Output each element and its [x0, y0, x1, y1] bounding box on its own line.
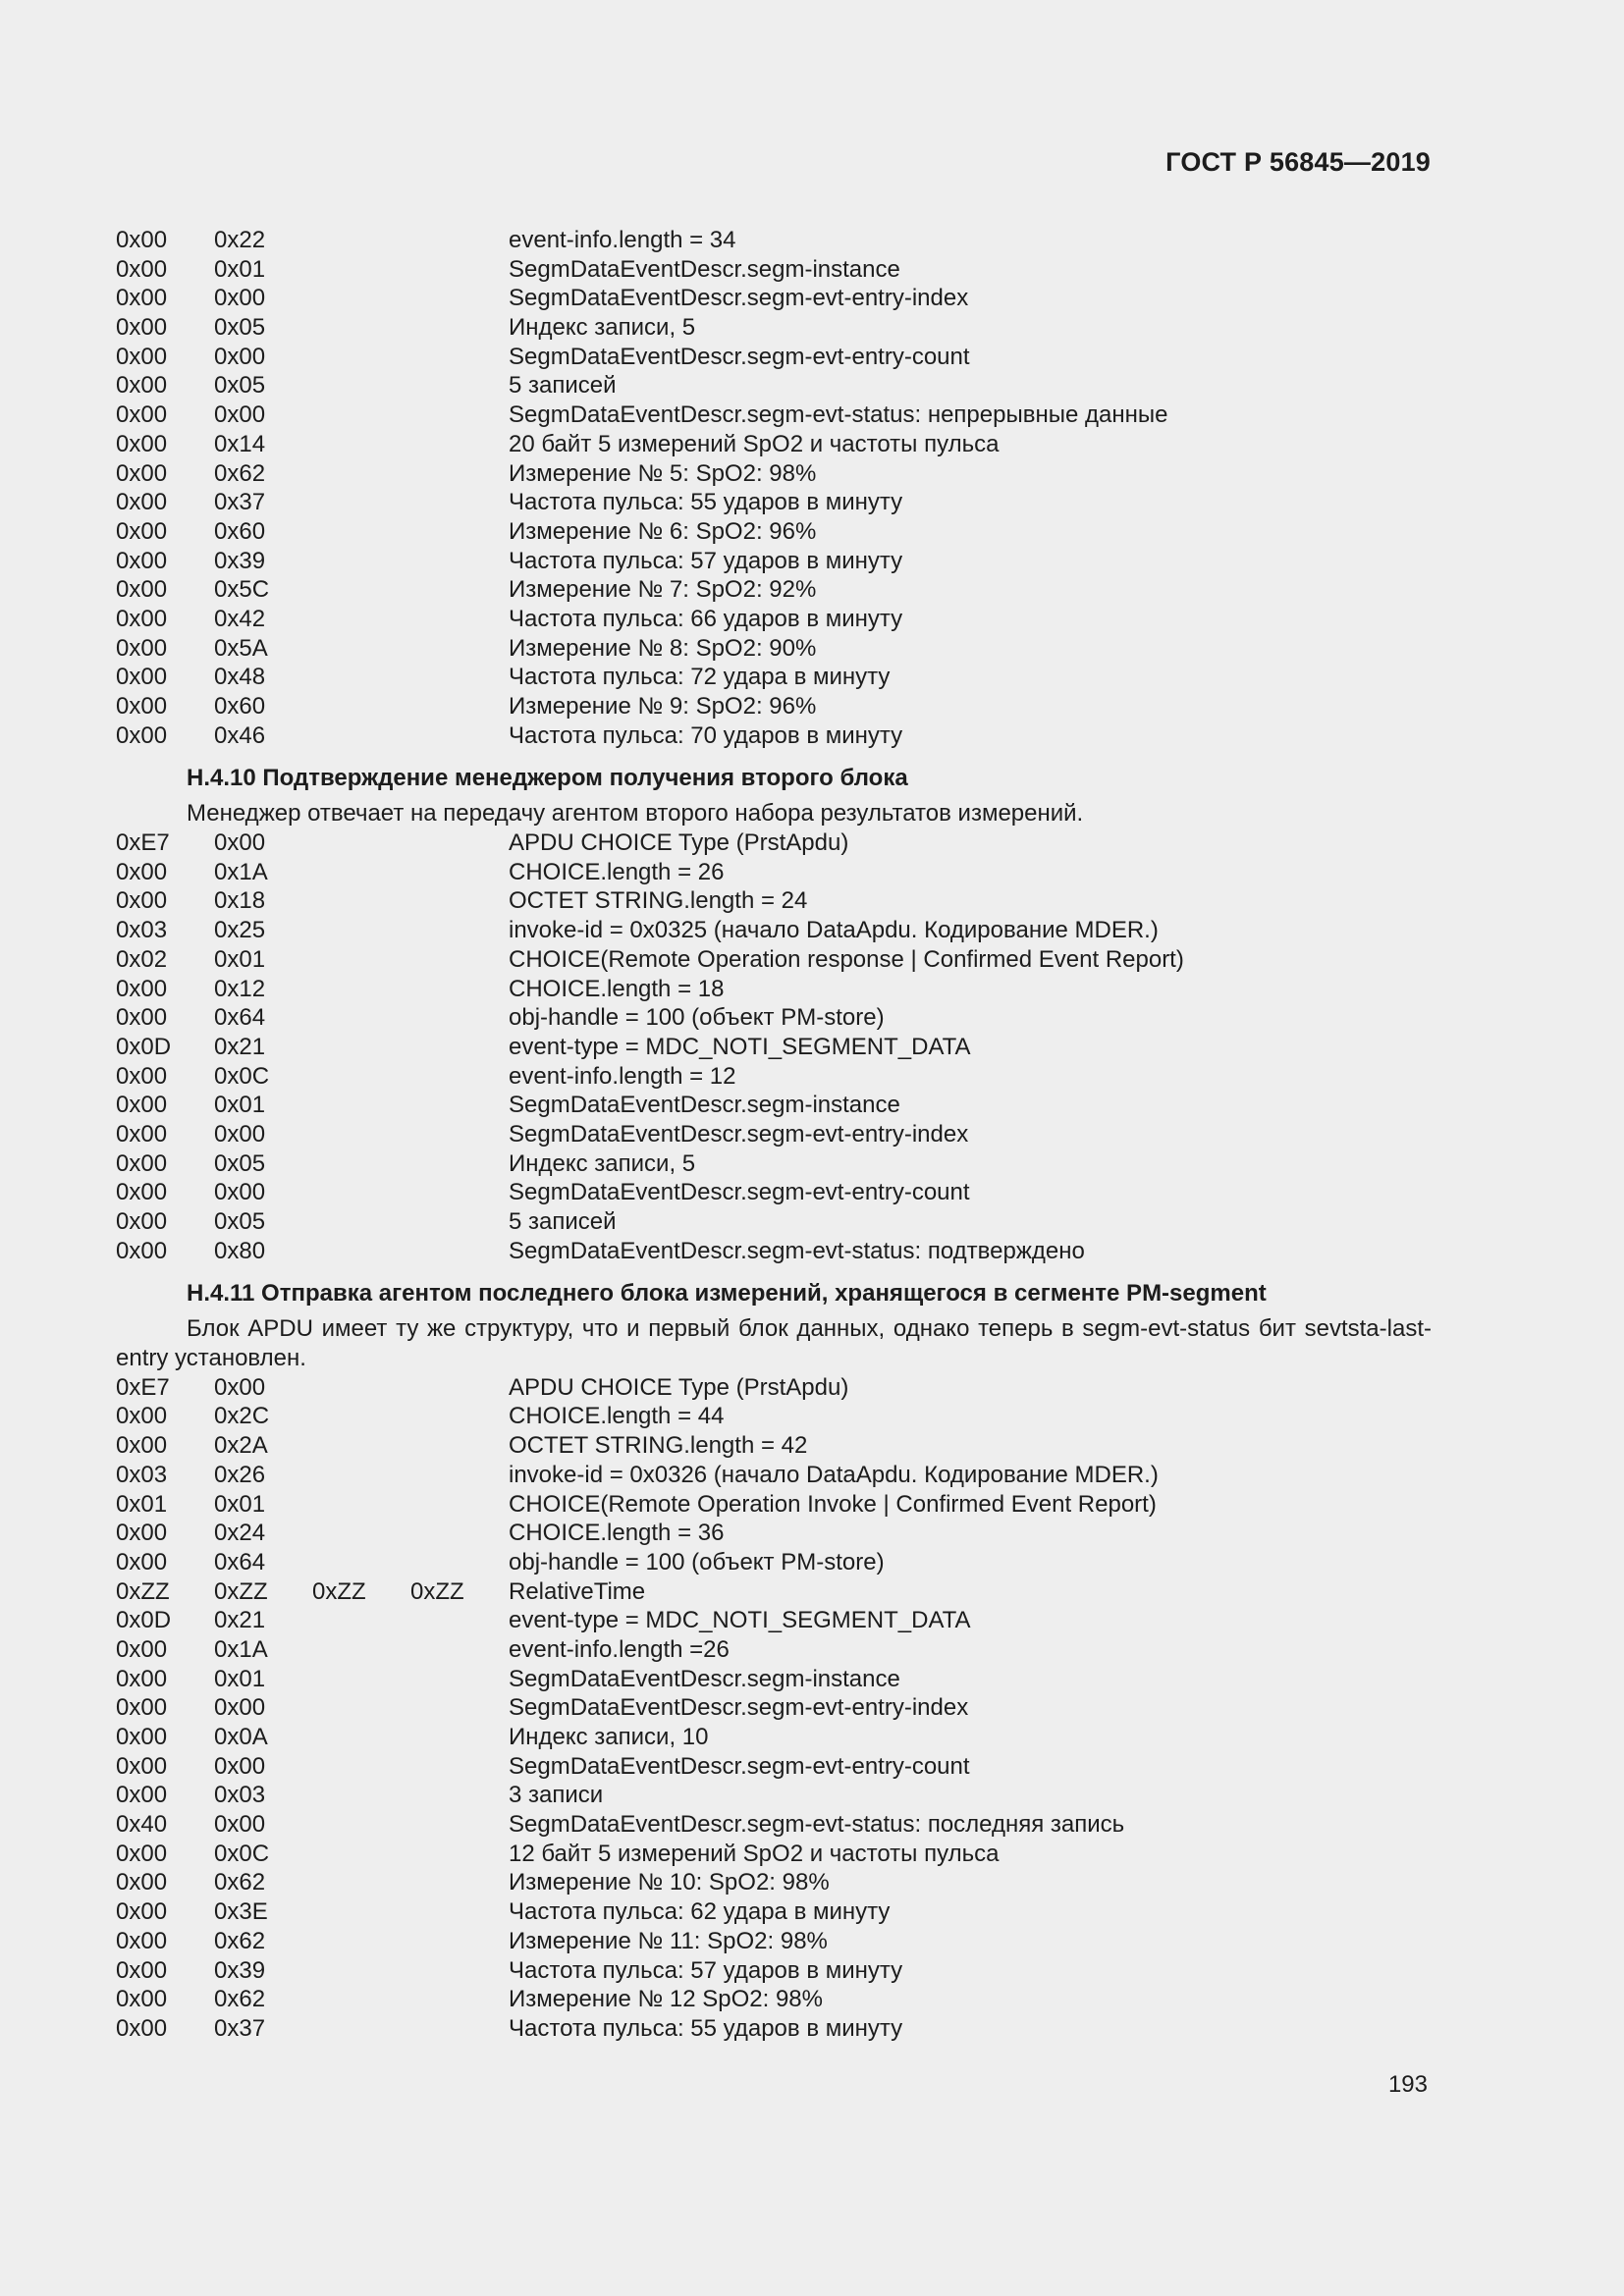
byte-2-cell: 0x60 [214, 517, 266, 545]
byte-2-cell: 0x01 [214, 1490, 266, 1518]
description-cell: SegmDataEventDescr.segm-evt-entry-index [509, 285, 969, 312]
table-row [116, 313, 1432, 343]
byte-2-cell: 0x64 [214, 1548, 266, 1575]
description-cell: CHOICE.length = 26 [509, 858, 725, 885]
table-row [116, 1810, 1432, 1840]
description-cell: obj-handle = 100 (объект PM-store) [509, 1004, 885, 1032]
byte-2-cell: 0x1A [214, 858, 268, 885]
description-cell: SegmDataEventDescr.segm-instance [509, 255, 900, 283]
table-row [116, 916, 1432, 945]
description-cell: Индекс записи, 5 [509, 314, 696, 342]
table-row [116, 2014, 1432, 2044]
description-cell: SegmDataEventDescr.segm-evt-entry-count [509, 1752, 970, 1780]
description-cell: invoke-id = 0x0325 (начало DataApdu. Кодирование MDER.) [509, 917, 1159, 944]
description-cell: Измерение № 6: SpO2: 96% [509, 517, 817, 545]
description-cell: Индекс записи, 10 [509, 1724, 709, 1751]
description-cell: SegmDataEventDescr.segm-evt-entry-count [509, 343, 970, 370]
description-cell: 20 байт 5 измерений SpO2 и частоты пульса [509, 430, 1000, 457]
description-cell: OCTET STRING.length = 24 [509, 887, 808, 915]
byte-2-cell: 0x00 [214, 343, 266, 370]
byte-table-section-4-11 [116, 1373, 1432, 2044]
byte-1-cell: 0x03 [116, 1461, 168, 1488]
description-cell: event-type = MDC_NOTI_SEGMENT_DATA [509, 1607, 971, 1634]
description-cell: event-type = MDC_NOTI_SEGMENT_DATA [509, 1033, 971, 1060]
description-cell: 3 записи [509, 1782, 604, 1809]
table-row [116, 1665, 1432, 1694]
byte-1-cell: 0x00 [116, 489, 168, 516]
byte-2-cell: 0x01 [214, 945, 266, 973]
byte-4-cell: 0xZZ [410, 1577, 464, 1605]
table-row [116, 1003, 1432, 1033]
byte-2-cell: 0x25 [214, 917, 266, 944]
description-cell: Частота пульса: 66 ударов в минуту [509, 605, 903, 632]
byte-3-cell: 0xZZ [312, 1577, 366, 1605]
document-standard-header: ГОСТ Р 56845—2019 [1165, 147, 1431, 177]
byte-1-cell: 0x00 [116, 1520, 168, 1547]
description-cell: invoke-id = 0x0326 (начало DataApdu. Кодирование MDER.) [509, 1461, 1159, 1488]
description-cell: CHOICE.length = 44 [509, 1403, 725, 1430]
description-cell: event-info.length = 34 [509, 227, 736, 253]
byte-1-cell: 0x00 [116, 1782, 168, 1809]
byte-2-cell: 0x21 [214, 1607, 266, 1634]
byte-1-cell: 0x00 [116, 430, 168, 457]
section-heading-h-4-10: Н.4.10 Подтверждение менеджером получения второго блока [187, 765, 908, 792]
byte-2-cell: 0x64 [214, 1004, 266, 1032]
table-row [116, 1373, 1432, 1403]
table-row [116, 1868, 1432, 1897]
byte-1-cell: 0x0D [116, 1607, 172, 1634]
byte-2-cell: 0x60 [214, 693, 266, 720]
byte-2-cell: 0x5C [214, 576, 270, 604]
byte-1-cell: 0xE7 [116, 829, 170, 857]
byte-1-cell: 0x00 [116, 2014, 168, 2042]
description-cell: CHOICE(Remote Operation Invoke | Confirmed Event Report) [509, 1490, 1157, 1518]
byte-1-cell: 0x00 [116, 1840, 168, 1867]
byte-1-cell: 0x00 [116, 975, 168, 1002]
byte-2-cell: 0x00 [214, 1811, 266, 1839]
byte-2-cell: 0x03 [214, 1782, 266, 1809]
table-row [116, 547, 1432, 576]
table-row [116, 1490, 1432, 1520]
description-cell: CHOICE.length = 36 [509, 1520, 725, 1547]
description-cell: RelativeTime [509, 1577, 646, 1605]
table-row [116, 1033, 1432, 1062]
table-row [116, 1985, 1432, 2014]
table-row [116, 1178, 1432, 1207]
table-row [116, 1752, 1432, 1782]
section-heading-h-4-11: Н.4.11 Отправка агентом последнего блока измерений, хранящегося в сегменте PM-segment [187, 1280, 1267, 1308]
description-cell: APDU CHOICE Type (PrstApdu) [509, 829, 849, 857]
byte-2-cell: 0x0C [214, 1062, 270, 1090]
description-cell: Частота пульса: 55 ударов в минуту [509, 2014, 903, 2042]
byte-1-cell: 0x00 [116, 887, 168, 915]
byte-2-cell: 0x01 [214, 255, 266, 283]
description-cell: Измерение № 5: SpO2: 98% [509, 459, 817, 487]
byte-2-cell: 0x62 [214, 1927, 266, 1954]
byte-2-cell: 0x00 [214, 1179, 266, 1206]
byte-1-cell: 0x00 [116, 459, 168, 487]
byte-2-cell: 0x37 [214, 2014, 266, 2042]
description-cell: Частота пульса: 70 ударов в минуту [509, 721, 903, 749]
byte-1-cell: 0x02 [116, 945, 168, 973]
table-row [116, 1781, 1432, 1810]
byte-2-cell: 0x00 [214, 1373, 266, 1401]
description-cell: Частота пульса: 55 ударов в минуту [509, 489, 903, 516]
byte-2-cell: 0x00 [214, 829, 266, 857]
description-cell: obj-handle = 100 (объект PM-store) [509, 1548, 885, 1575]
byte-1-cell: 0x00 [116, 343, 168, 370]
table-row [116, 975, 1432, 1004]
byte-2-cell: 0x05 [214, 1149, 266, 1177]
byte-2-cell: 0x46 [214, 721, 266, 749]
byte-1-cell: 0x00 [116, 1752, 168, 1780]
byte-2-cell: 0x05 [214, 1208, 266, 1236]
table-row [116, 1723, 1432, 1752]
byte-1-cell: 0x00 [116, 1004, 168, 1032]
byte-1-cell: 0x00 [116, 721, 168, 749]
byte-2-cell: 0x24 [214, 1520, 266, 1547]
byte-2-cell: 0x05 [214, 314, 266, 342]
table-row [116, 400, 1432, 430]
byte-2-cell: 0x14 [214, 430, 266, 457]
table-row [116, 828, 1432, 858]
table-row [116, 1120, 1432, 1149]
document-body [116, 226, 1432, 2044]
byte-1-cell: 0x00 [116, 401, 168, 429]
byte-2-cell: 0x62 [214, 1869, 266, 1896]
description-cell: event-info.length = 12 [509, 1062, 736, 1090]
table-row [116, 1237, 1432, 1266]
byte-1-cell: 0x00 [116, 1956, 168, 1984]
description-cell: Измерение № 10: SpO2: 98% [509, 1869, 830, 1896]
description-cell: Индекс записи, 5 [509, 1149, 696, 1177]
section-paragraph-h-4-11: Блок APDU имеет ту же структуру, что и первый блок данных, однако теперь в segm-evt-status бит sevtsta-last-entry установлен. [116, 1315, 1432, 1372]
byte-1-cell: 0x40 [116, 1811, 168, 1839]
description-cell: Измерение № 12 SpO2: 98% [509, 1986, 823, 2013]
byte-2-cell: 0x39 [214, 1956, 266, 1984]
byte-1-cell: 0x00 [116, 1986, 168, 2013]
byte-1-cell: 0x00 [116, 1635, 168, 1663]
description-cell: Измерение № 8: SpO2: 90% [509, 634, 817, 662]
description-cell: Частота пульса: 57 ударов в минуту [509, 1956, 903, 1984]
byte-2-cell: 0x21 [214, 1033, 266, 1060]
description-cell: APDU CHOICE Type (PrstApdu) [509, 1373, 849, 1401]
table-row [116, 371, 1432, 400]
byte-2-cell: 0x0A [214, 1724, 268, 1751]
byte-2-cell: 0x26 [214, 1461, 266, 1488]
byte-1-cell: 0x00 [116, 1062, 168, 1090]
table-row [116, 517, 1432, 547]
section-paragraph-h-4-10: Менеджер отвечает на передачу агентом второго набора результатов измерений. [187, 800, 1084, 828]
table-row [116, 1402, 1432, 1431]
table-row [116, 1431, 1432, 1461]
table-row [116, 1091, 1432, 1120]
byte-1-cell: 0x00 [116, 372, 168, 400]
byte-2-cell: 0x22 [214, 227, 266, 253]
table-row [116, 1577, 1432, 1607]
description-cell: OCTET STRING.length = 42 [509, 1432, 808, 1460]
description-cell: Измерение № 9: SpO2: 96% [509, 693, 817, 720]
byte-1-cell: 0x00 [116, 517, 168, 545]
table-row [116, 226, 1432, 255]
table-row [116, 1519, 1432, 1548]
table-row [116, 1207, 1432, 1237]
description-cell: 12 байт 5 измерений SpO2 и частоты пульса [509, 1840, 1000, 1867]
table-row [116, 1548, 1432, 1577]
description-cell: CHOICE(Remote Operation response | Confirmed Event Report) [509, 945, 1184, 973]
byte-1-cell: 0x00 [116, 605, 168, 632]
description-cell: Измерение № 11: SpO2: 98% [509, 1927, 828, 1954]
description-cell: SegmDataEventDescr.segm-evt-entry-index [509, 1694, 969, 1722]
byte-1-cell: 0x00 [116, 1237, 168, 1264]
table-row [116, 343, 1432, 372]
table-row [116, 1840, 1432, 1869]
table-row [116, 886, 1432, 916]
byte-2-cell: 0x2A [214, 1432, 268, 1460]
description-cell: SegmDataEventDescr.segm-instance [509, 1092, 900, 1119]
byte-1-cell: 0x03 [116, 917, 168, 944]
byte-table-block-1 [116, 226, 1432, 750]
table-row [116, 1461, 1432, 1490]
byte-2-cell: 0x3E [214, 1898, 268, 1926]
byte-1-cell: 0x00 [116, 547, 168, 574]
byte-1-cell: 0x00 [116, 1432, 168, 1460]
description-cell: Измерение № 7: SpO2: 92% [509, 576, 817, 604]
byte-1-cell: 0x00 [116, 1869, 168, 1896]
byte-2-cell: 0x01 [214, 1665, 266, 1692]
byte-2-cell: 0x00 [214, 285, 266, 312]
byte-1-cell: 0x00 [116, 634, 168, 662]
description-cell: SegmDataEventDescr.segm-evt-status: непрерывные данные [509, 401, 1168, 429]
table-row [116, 634, 1432, 664]
byte-1-cell: 0x0D [116, 1033, 172, 1060]
byte-1-cell: 0x00 [116, 664, 168, 691]
table-row [116, 663, 1432, 692]
byte-2-cell: 0x62 [214, 459, 266, 487]
byte-2-cell: 0x00 [214, 1120, 266, 1148]
byte-1-cell: 0x00 [116, 858, 168, 885]
byte-1-cell: 0x00 [116, 1403, 168, 1430]
table-row [116, 1062, 1432, 1092]
byte-1-cell: 0x00 [116, 314, 168, 342]
byte-2-cell: 0x39 [214, 547, 266, 574]
byte-1-cell: 0x00 [116, 1724, 168, 1751]
table-row [116, 1635, 1432, 1665]
table-row [116, 1149, 1432, 1179]
byte-2-cell: 0x42 [214, 605, 266, 632]
byte-1-cell: 0x00 [116, 1208, 168, 1236]
description-cell: SegmDataEventDescr.segm-evt-status: последняя запись [509, 1811, 1125, 1839]
table-row [116, 1956, 1432, 1986]
description-cell: CHOICE.length = 18 [509, 975, 725, 1002]
byte-1-cell: 0x00 [116, 1927, 168, 1954]
table-row [116, 284, 1432, 313]
byte-1-cell: 0x00 [116, 285, 168, 312]
description-cell: SegmDataEventDescr.segm-evt-status: подтверждено [509, 1237, 1085, 1264]
byte-1-cell: 0x00 [116, 1665, 168, 1692]
description-cell: SegmDataEventDescr.segm-evt-entry-count [509, 1179, 970, 1206]
table-row [116, 1927, 1432, 1956]
table-row [116, 430, 1432, 459]
byte-1-cell: 0x00 [116, 1179, 168, 1206]
byte-1-cell: 0x00 [116, 1548, 168, 1575]
byte-2-cell: 0x00 [214, 401, 266, 429]
byte-2-cell: 0x12 [214, 975, 266, 1002]
table-row [116, 858, 1432, 887]
byte-1-cell: 0xE7 [116, 1373, 170, 1401]
byte-1-cell: 0x00 [116, 1694, 168, 1722]
description-cell: 5 записей [509, 1208, 617, 1236]
byte-2-cell: 0x1A [214, 1635, 268, 1663]
byte-1-cell: 0x00 [116, 1149, 168, 1177]
description-cell: Частота пульса: 62 удара в минуту [509, 1898, 891, 1926]
table-row [116, 605, 1432, 634]
byte-1-cell: 0xZZ [116, 1577, 170, 1605]
table-row [116, 255, 1432, 285]
table-row [116, 1606, 1432, 1635]
description-cell: Частота пульса: 72 удара в минуту [509, 664, 891, 691]
byte-1-cell: 0x00 [116, 255, 168, 283]
byte-table-section-4-10 [116, 828, 1432, 1265]
table-row [116, 1693, 1432, 1723]
byte-1-cell: 0x00 [116, 227, 168, 253]
byte-2-cell: 0x2C [214, 1403, 270, 1430]
description-cell: event-info.length =26 [509, 1635, 730, 1663]
byte-2-cell: 0x62 [214, 1986, 266, 2013]
table-row [116, 721, 1432, 751]
byte-2-cell: 0x00 [214, 1694, 266, 1722]
description-cell: SegmDataEventDescr.segm-evt-entry-index [509, 1120, 969, 1148]
byte-1-cell: 0x00 [116, 1898, 168, 1926]
byte-2-cell: 0x05 [214, 372, 266, 400]
byte-2-cell: 0x01 [214, 1092, 266, 1119]
table-row [116, 488, 1432, 517]
table-row [116, 575, 1432, 605]
description-cell: SegmDataEventDescr.segm-instance [509, 1665, 900, 1692]
byte-1-cell: 0x00 [116, 693, 168, 720]
byte-2-cell: 0x80 [214, 1237, 266, 1264]
byte-2-cell: 0x37 [214, 489, 266, 516]
description-cell: 5 записей [509, 372, 617, 400]
byte-2-cell: 0x18 [214, 887, 266, 915]
byte-2-cell: 0x00 [214, 1752, 266, 1780]
table-row [116, 1897, 1432, 1927]
byte-2-cell: 0x5A [214, 634, 268, 662]
description-cell: Частота пульса: 57 ударов в минуту [509, 547, 903, 574]
byte-2-cell: 0x0C [214, 1840, 270, 1867]
table-row [116, 459, 1432, 489]
byte-2-cell: 0xZZ [214, 1577, 268, 1605]
byte-2-cell: 0x48 [214, 664, 266, 691]
page-number: 193 [1387, 2071, 1428, 2098]
table-row [116, 945, 1432, 975]
byte-1-cell: 0x00 [116, 576, 168, 604]
byte-1-cell: 0x01 [116, 1490, 168, 1518]
byte-1-cell: 0x00 [116, 1092, 168, 1119]
byte-1-cell: 0x00 [116, 1120, 168, 1148]
table-row [116, 692, 1432, 721]
